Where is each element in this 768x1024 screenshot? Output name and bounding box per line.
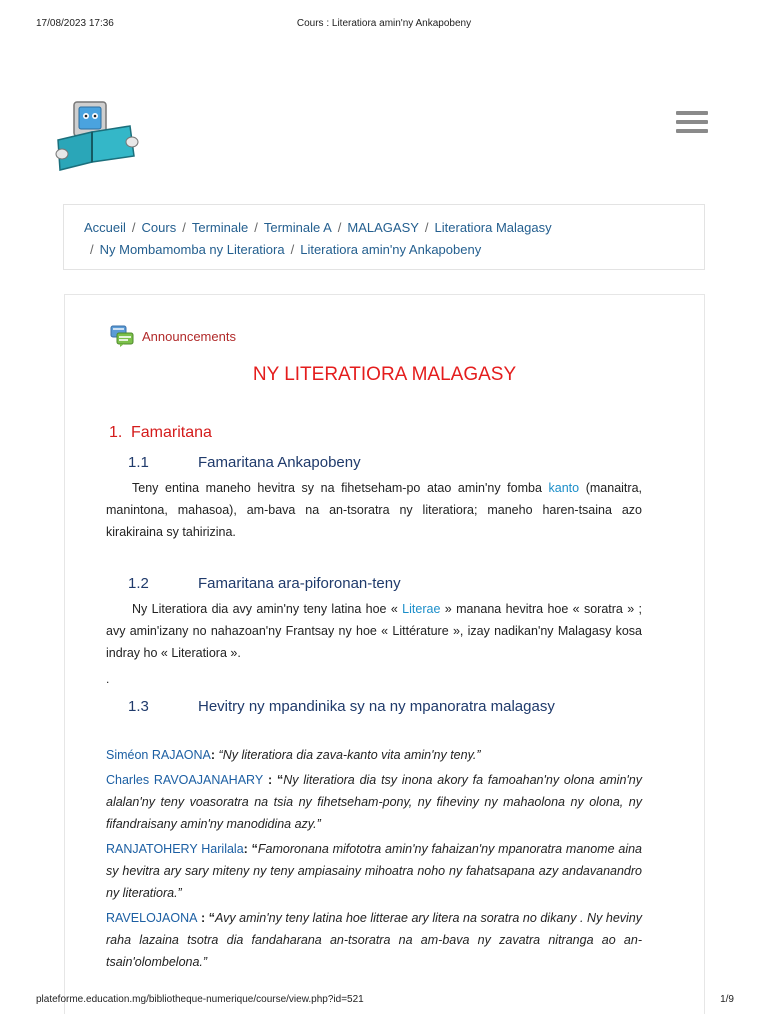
paragraph-1-1 [106, 477, 642, 543]
section-label: Famaritana [131, 424, 212, 441]
breadcrumb-separator: / [424, 220, 429, 235]
paragraph-text: Teny entina maneho hevitra sy na fihetseham-po atao amin'ny fomba [132, 481, 549, 495]
quote-separator: : “ [263, 773, 284, 787]
quote-author: Siméon RAJAONA [106, 748, 211, 762]
section-heading-1 [109, 424, 212, 442]
print-datetime: 17/08/2023 17:36 [36, 18, 114, 29]
subsection-number: 1.2 [128, 575, 149, 592]
breadcrumb-separator: / [290, 242, 295, 257]
quote-text: Famoronana mifototra amin'ny fahaizan'ny mpanoratra manome aina sy hevitra ary sary miteny ny teny ampiasainy mihoatra noho ny fahatsapana azy andavanandro ny literatiora.” [106, 842, 642, 900]
subsection-label: Famaritana Ankapobeny [198, 454, 361, 471]
quote-author: RANJATOHERY Harilala [106, 842, 244, 856]
subsection-heading-1-1 [128, 454, 361, 471]
menu-bar [676, 129, 708, 133]
subsection-number: 1.3 [128, 698, 149, 715]
breadcrumb-separator: / [337, 220, 342, 235]
section-number: 1. [109, 424, 123, 441]
breadcrumb-separator: / [90, 242, 94, 257]
breadcrumb-separator: / [131, 220, 136, 235]
breadcrumb [63, 204, 705, 270]
quote-author: Charles RAVOAJANAHARY [106, 773, 264, 787]
breadcrumb-malagasy[interactable]: MALAGASY [347, 220, 419, 235]
quote-separator: : “ [243, 842, 258, 856]
kanto-link[interactable]: kanto [548, 481, 580, 495]
subsection-label: Hevitry ny mpandinika sy na ny mpanoratra malagasy [198, 698, 555, 715]
quote-author: RAVELOJAONA [106, 911, 198, 925]
breadcrumb-literatiora-malagasy[interactable]: Literatiora Malagasy [434, 220, 552, 235]
reading-figure-logo-icon [52, 96, 152, 176]
breadcrumb-separator: / [182, 220, 186, 235]
subsection-heading-1-2 [128, 575, 401, 592]
document-title: NY LITERATIORA MALAGASY [252, 364, 517, 385]
breadcrumb-current-page[interactable]: Literatiora amin'ny Ankapobeny [300, 242, 482, 257]
quote-ravelojaona [106, 907, 642, 973]
quote-text: “Ny literatiora dia zava-kanto vita amin'ny teny.” [215, 748, 481, 762]
paragraph-text: Ny Literatiora dia avy amin'ny teny latina hoe « [132, 602, 403, 616]
print-url: plateforme.education.mg/bibliotheque-numerique/course/view.php?id=521 [36, 994, 364, 1005]
breadcrumb-separator: / [254, 220, 258, 235]
quote-ravoajanahary [106, 769, 642, 835]
subsection-heading-1-3 [128, 698, 555, 715]
quote-separator: : “ [197, 911, 215, 925]
stray-dot: . [106, 672, 110, 686]
quote-ranjatohery [106, 838, 642, 904]
breadcrumb-cours[interactable]: Cours [141, 220, 177, 235]
site-logo[interactable] [52, 96, 296, 174]
paragraph-text: (manaitra, manintona, mahasoa), am-bava na an-tsoratra ny literatiora; maneho haren-tsaina azo kirakiraina sy tahirizina. [106, 481, 642, 539]
print-page-title: Cours : Literatiora amin'ny Ankapobeny [296, 18, 472, 29]
quote-rajaona [106, 744, 642, 766]
subsection-number: 1.1 [128, 454, 149, 471]
menu-bar [676, 111, 708, 115]
subsection-label: Famaritana ara-piforonan-teny [198, 575, 401, 592]
breadcrumb-terminale[interactable]: Terminale [191, 220, 249, 235]
breadcrumb-mombamomba[interactable]: Ny Mombamomba ny Literatiora [99, 242, 285, 257]
forum-chat-icon [110, 325, 134, 347]
hamburger-menu-icon[interactable] [676, 111, 708, 137]
breadcrumb-accueil[interactable]: Accueil [84, 220, 126, 235]
literae-link[interactable]: Literae [402, 602, 441, 616]
print-page-number: 1/9 [720, 994, 734, 1005]
breadcrumb-terminale-a[interactable]: Terminale A [263, 220, 332, 235]
paragraph-text: » manana hevitra hoe « soratra » ; avy amin'izany no nahazoan'ny Frantsay ny hoe « Littérature », izay nadikan'ny Malagasy kosa indray ho « Literatiora ». [106, 602, 643, 660]
paragraph-1-2 [106, 598, 642, 664]
menu-bar [676, 120, 708, 124]
quote-text: Ny literatiora dia tsy inona akory fa famoahan'ny olona amin'ny alalan'ny teny voasoratra na tsia ny fihetseham-pony, ny fiheviny ny mahaolona ny olona, ny fifandraisany amin'ny manodidina azy.” [106, 773, 643, 831]
quote-text: Avy amin'ny teny latina hoe litterae ary litera na soratra no dikany . Ny heviny raha lazaina tsotra dia fandaharana an-tsoratra na am-bava ny zavatra nitranga ao an-tsain'olombelona.” [106, 911, 643, 969]
announcements-link[interactable] [110, 324, 236, 348]
announcements-label: Announcements [142, 328, 236, 344]
quote-separator: : [210, 748, 216, 762]
